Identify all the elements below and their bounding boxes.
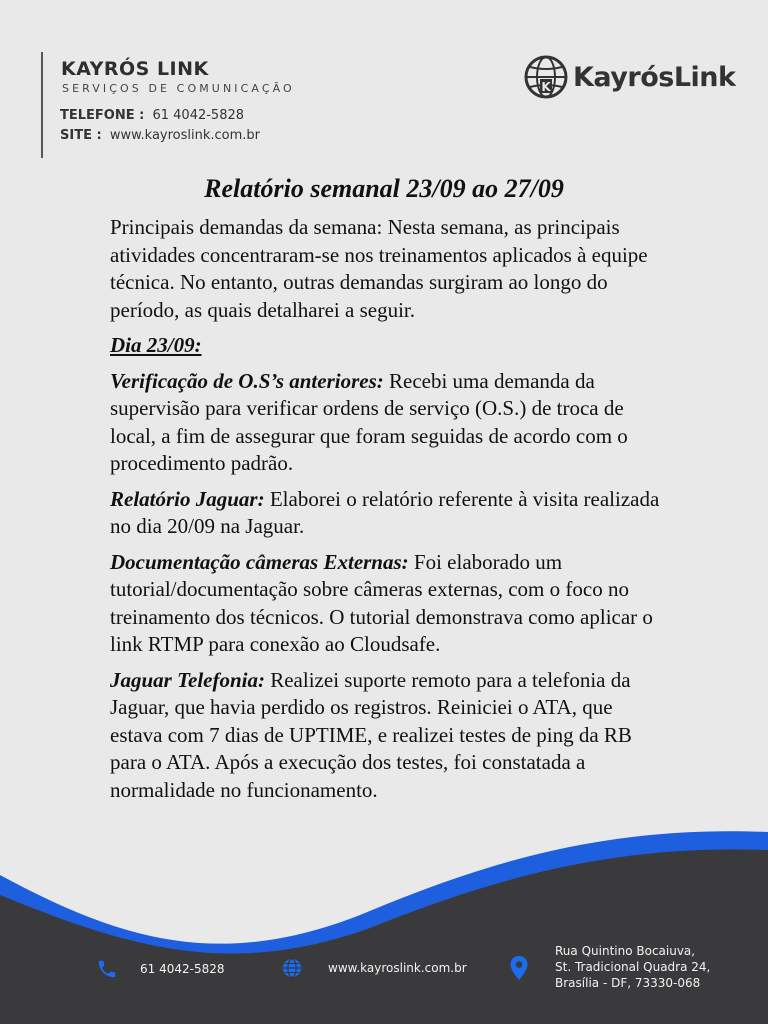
day-heading-paragraph	[110, 332, 670, 360]
site-value: www.kayroslink.com.br	[109, 128, 261, 143]
item-text: Elaborei o relatório referente à visita realizada no dia 20/09 na Jaguar.	[110, 486, 660, 538]
day-heading: Dia 23/09:	[110, 333, 202, 357]
header-phone	[60, 108, 244, 123]
company-tagline: SERVIÇOS DE COMUNICAÇÃO	[62, 82, 295, 95]
company-name: KAYRÓS LINK	[61, 58, 209, 80]
phone-label: TELEFONE :	[60, 108, 145, 123]
item-label: Jaguar Telefonia:	[110, 667, 265, 692]
header-site	[60, 128, 260, 143]
item-text: Foi elaborado um tutorial/documentação sobre câmeras externas, com o foco no treinamento dos técnicos. O tutorial demonstrava como aplicar o link RTMP para conexão ao Cloudsafe.	[110, 549, 653, 656]
item-label: Relatório Jaguar:	[110, 486, 265, 511]
item-paragraph	[110, 667, 670, 805]
address-line: Rua Quintino Bocaiuva,	[555, 944, 696, 958]
phone-value: 61 4042-5828	[152, 108, 245, 123]
item-paragraph	[110, 549, 670, 659]
intro-paragraph: Principais demandas da semana: Nesta semana, as principais atividades concentraram-se nos treinamentos aplicados à equipe técnica. No entanto, outras demandas surgiram ao longo do período, as quais detalharei a seguir.	[110, 215, 648, 322]
globe-icon	[281, 957, 303, 979]
phone-icon	[96, 958, 118, 980]
logo-wordmark: KayrósLink	[573, 61, 736, 93]
item-paragraph	[110, 368, 670, 478]
footer-phone-text: 61 4042-5828	[140, 962, 225, 976]
footer-website	[281, 957, 467, 979]
footer-address	[555, 943, 710, 991]
footer-website-text: www.kayroslink.com.br	[328, 961, 467, 975]
footer-phone	[96, 958, 225, 980]
location-pin-icon	[509, 955, 529, 981]
document-body	[110, 214, 670, 812]
address-line: St. Tradicional Quadra 24,	[555, 960, 711, 974]
footer-wave	[0, 820, 768, 1024]
address-line: Brasília - DF, 73330-068	[555, 976, 701, 990]
item-label: Verificação de O.S’s anteriores:	[110, 368, 384, 393]
company-logo	[524, 54, 734, 100]
item-text: Recebi uma demanda da supervisão para verificar ordens de serviço (O.S.) de troca de local, a fim de assegurar que foram seguidas de acordo com o procedimento padrão.	[110, 368, 628, 475]
item-text: Realizei suporte remoto para a telefonia da Jaguar, que havia perdido os registros. Reiniciei o ATA, que estava com 7 dias de UPTIME, e realizei testes de ping da RB para o ATA. Após a execução dos testes, foi constatada a normalidade no funcionamento.	[110, 667, 632, 802]
item-paragraph	[110, 486, 670, 541]
document-title: Relatório semanal 23/09 ao 27/09	[204, 174, 564, 203]
svg-text:K: K	[541, 80, 551, 94]
site-label: SITE :	[60, 128, 102, 143]
globe-logo-icon	[524, 55, 568, 99]
header-divider	[41, 52, 43, 158]
item-label: Documentação câmeras Externas:	[110, 549, 409, 574]
